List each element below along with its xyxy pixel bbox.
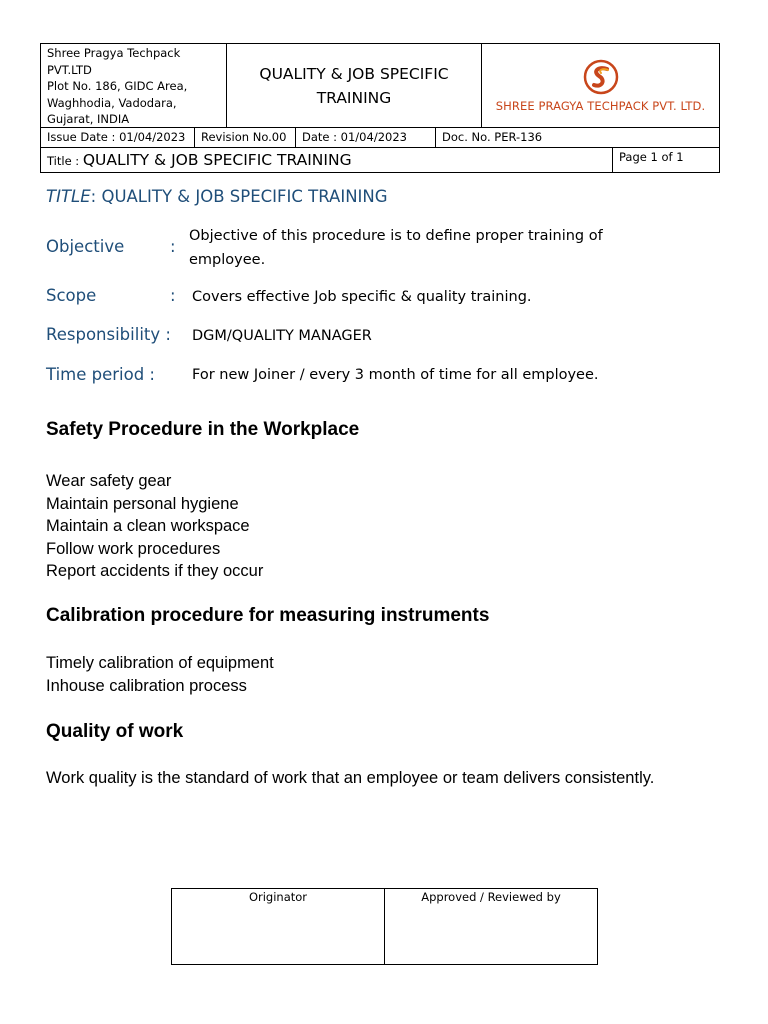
objective-value-line: employee.: [189, 252, 266, 268]
objective-colon: :: [170, 237, 176, 256]
scope-label: Scope: [46, 286, 97, 305]
document-title: [46, 187, 388, 206]
header-title-line: TRAINING: [316, 88, 392, 107]
responsibility-value: DGM/QUALITY MANAGER: [192, 328, 372, 344]
time-period-label: Time period :: [46, 365, 155, 384]
calibration-list: [46, 652, 274, 697]
objective-label: Objective: [46, 237, 125, 256]
address-line: Waghhodia, Vadodara,: [47, 95, 177, 110]
quality-paragraph: Work quality is the standard of work that an employee or team delivers consistently.: [46, 769, 655, 787]
title-text: : QUALITY & JOB SPECIFIC TRAINING: [90, 187, 388, 206]
logo-text: SHREE PRAGYA TECHPACK PVT. LTD.: [495, 99, 706, 113]
title-cell: [41, 148, 613, 172]
address-line: PVT.LTD: [47, 62, 92, 77]
header-document-title: [227, 44, 482, 127]
header-title-line: QUALITY & JOB SPECIFIC: [259, 64, 449, 83]
responsibility-label: Responsibility :: [46, 325, 171, 344]
list-item: Report accidents if they occur: [46, 562, 264, 580]
list-item: Inhouse calibration process: [46, 676, 247, 695]
company-logo: [482, 44, 719, 127]
issue-date: Issue Date : 01/04/2023: [41, 128, 195, 147]
title-prefix: Title :: [47, 154, 83, 168]
list-item: Maintain personal hygiene: [46, 494, 239, 513]
quality-heading: Quality of work: [46, 721, 184, 742]
list-item: Wear safety gear: [46, 472, 172, 490]
address-line: Shree Pragya Techpack: [47, 46, 181, 60]
list-item: Maintain a clean workspace: [46, 517, 250, 535]
address-line: Plot No. 186, GIDC Area,: [47, 79, 188, 93]
company-address: [41, 44, 227, 127]
address-line: Gujarat, INDIA: [47, 112, 130, 126]
page-number: Page 1 of 1: [619, 150, 684, 164]
header-title-row: [41, 148, 719, 172]
signature-table: [171, 888, 598, 965]
calibration-heading: Calibration procedure for measuring instruments: [46, 605, 490, 626]
list-item: Timely calibration of equipment: [46, 654, 274, 672]
header-meta-row: [41, 128, 719, 148]
safety-heading: Safety Procedure in the Workplace: [46, 419, 360, 440]
scope-colon: :: [170, 286, 176, 305]
revision-number: Revision No.00: [195, 128, 296, 147]
list-item: Follow work procedures: [46, 539, 221, 558]
header-top-row: [41, 44, 719, 128]
scope-value: Covers effective Job specific & quality training.: [192, 289, 532, 305]
date: Date : 01/04/2023: [296, 128, 436, 147]
objective-value-line: Objective of this procedure is to define proper training of: [189, 228, 603, 244]
title-value: QUALITY & JOB SPECIFIC TRAINING: [82, 151, 352, 169]
objective-value: [189, 224, 603, 272]
title-label: TITLE: [46, 187, 91, 206]
originator-cell: Originator: [172, 889, 385, 964]
document-number: Doc. No. PER-136: [442, 130, 543, 144]
safety-list: [46, 470, 263, 583]
time-period-value: For new Joiner / every 3 month of time for all employee.: [192, 367, 599, 383]
document-header-table: [40, 43, 720, 173]
logo-emblem-icon: [582, 58, 620, 96]
approved-cell: Approved / Reviewed by: [421, 890, 561, 904]
